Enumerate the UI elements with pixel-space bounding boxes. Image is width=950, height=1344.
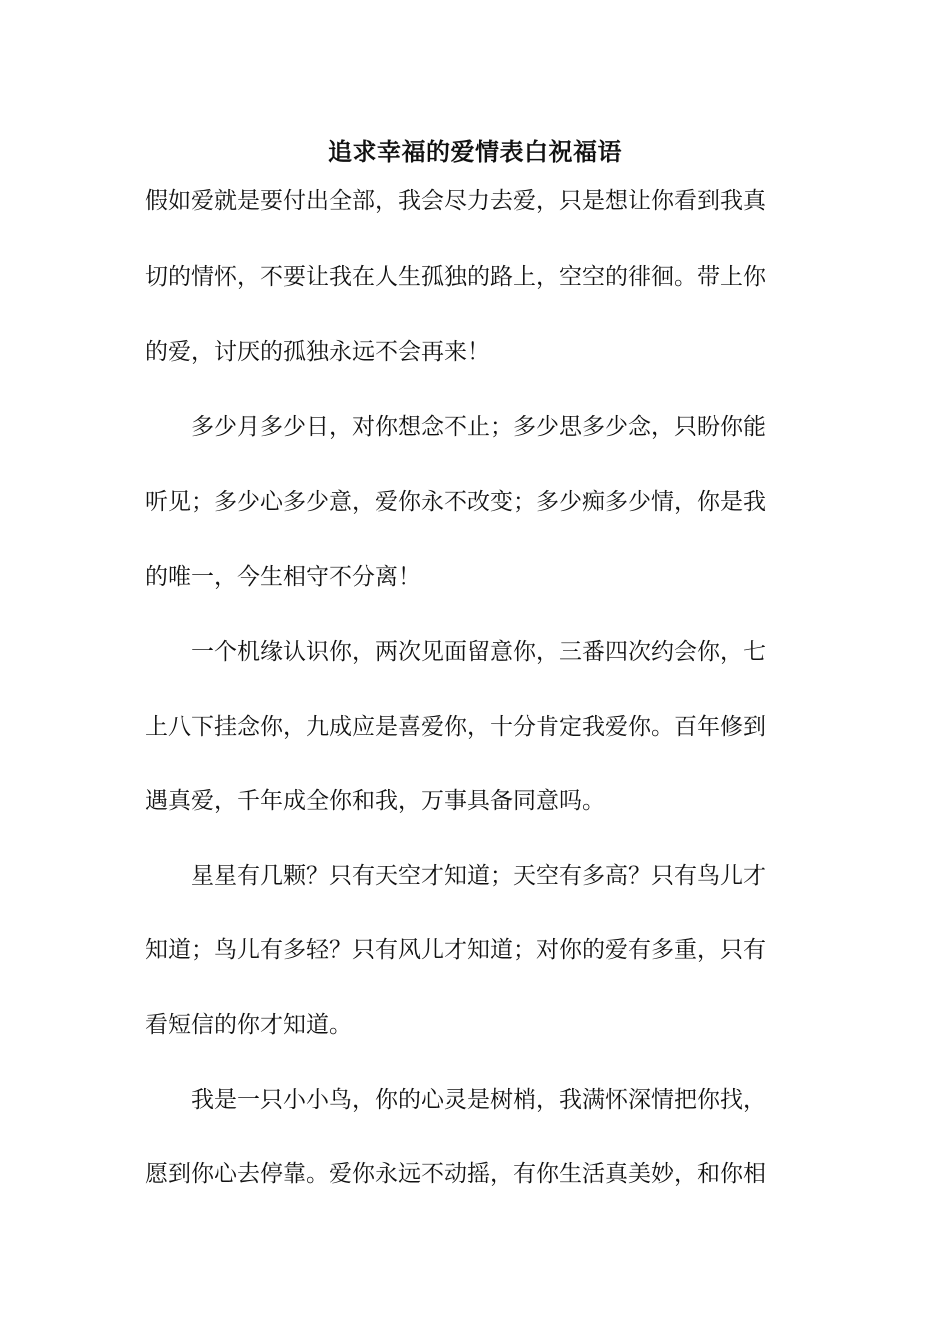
paragraph-line: 星星有几颗？只有天空才知道；天空有多高？只有鸟儿才: [145, 863, 766, 889]
paragraph-line: 听见；多少心多少意，爱你永不改变；多少痴多少情，你是我: [145, 489, 766, 515]
paragraph-line: 的爱，讨厌的孤独永远不会再来！: [145, 339, 490, 365]
paragraph-line: 看短信的你才知道。: [145, 1012, 352, 1038]
paragraph-line: 多少月多少日，对你想念不止；多少思多少念，只盼你能: [145, 414, 766, 440]
paragraph-line: 知道；鸟儿有多轻？只有风儿才知道；对你的爱有多重，只有: [145, 937, 766, 963]
paragraph-line: 切的情怀，不要让我在人生孤独的路上，空空的徘徊。带上你: [145, 264, 766, 290]
paragraph-line: 上八下挂念你，九成应是喜爱你，十分肯定我爱你。百年修到: [145, 714, 766, 740]
paragraph-line: 一个机缘认识你，两次见面留意你，三番四次约会你，七: [145, 639, 766, 665]
paragraph-line: 我是一只小小鸟，你的心灵是树梢，我满怀深情把你找，: [145, 1087, 766, 1113]
paragraph-line: 遇真爱，千年成全你和我，万事具备同意吗。: [145, 788, 605, 814]
document-title: 追求幸福的爱情表白祝福语: [328, 137, 622, 166]
paragraph-line: 愿到你心去停靠。爱你永远不动摇，有你生活真美妙，和你相: [145, 1161, 766, 1187]
paragraph-line: 的唯一，今生相守不分离！: [145, 564, 421, 590]
paragraph-line: 假如爱就是要付出全部，我会尽力去爱，只是想让你看到我真: [145, 188, 766, 214]
